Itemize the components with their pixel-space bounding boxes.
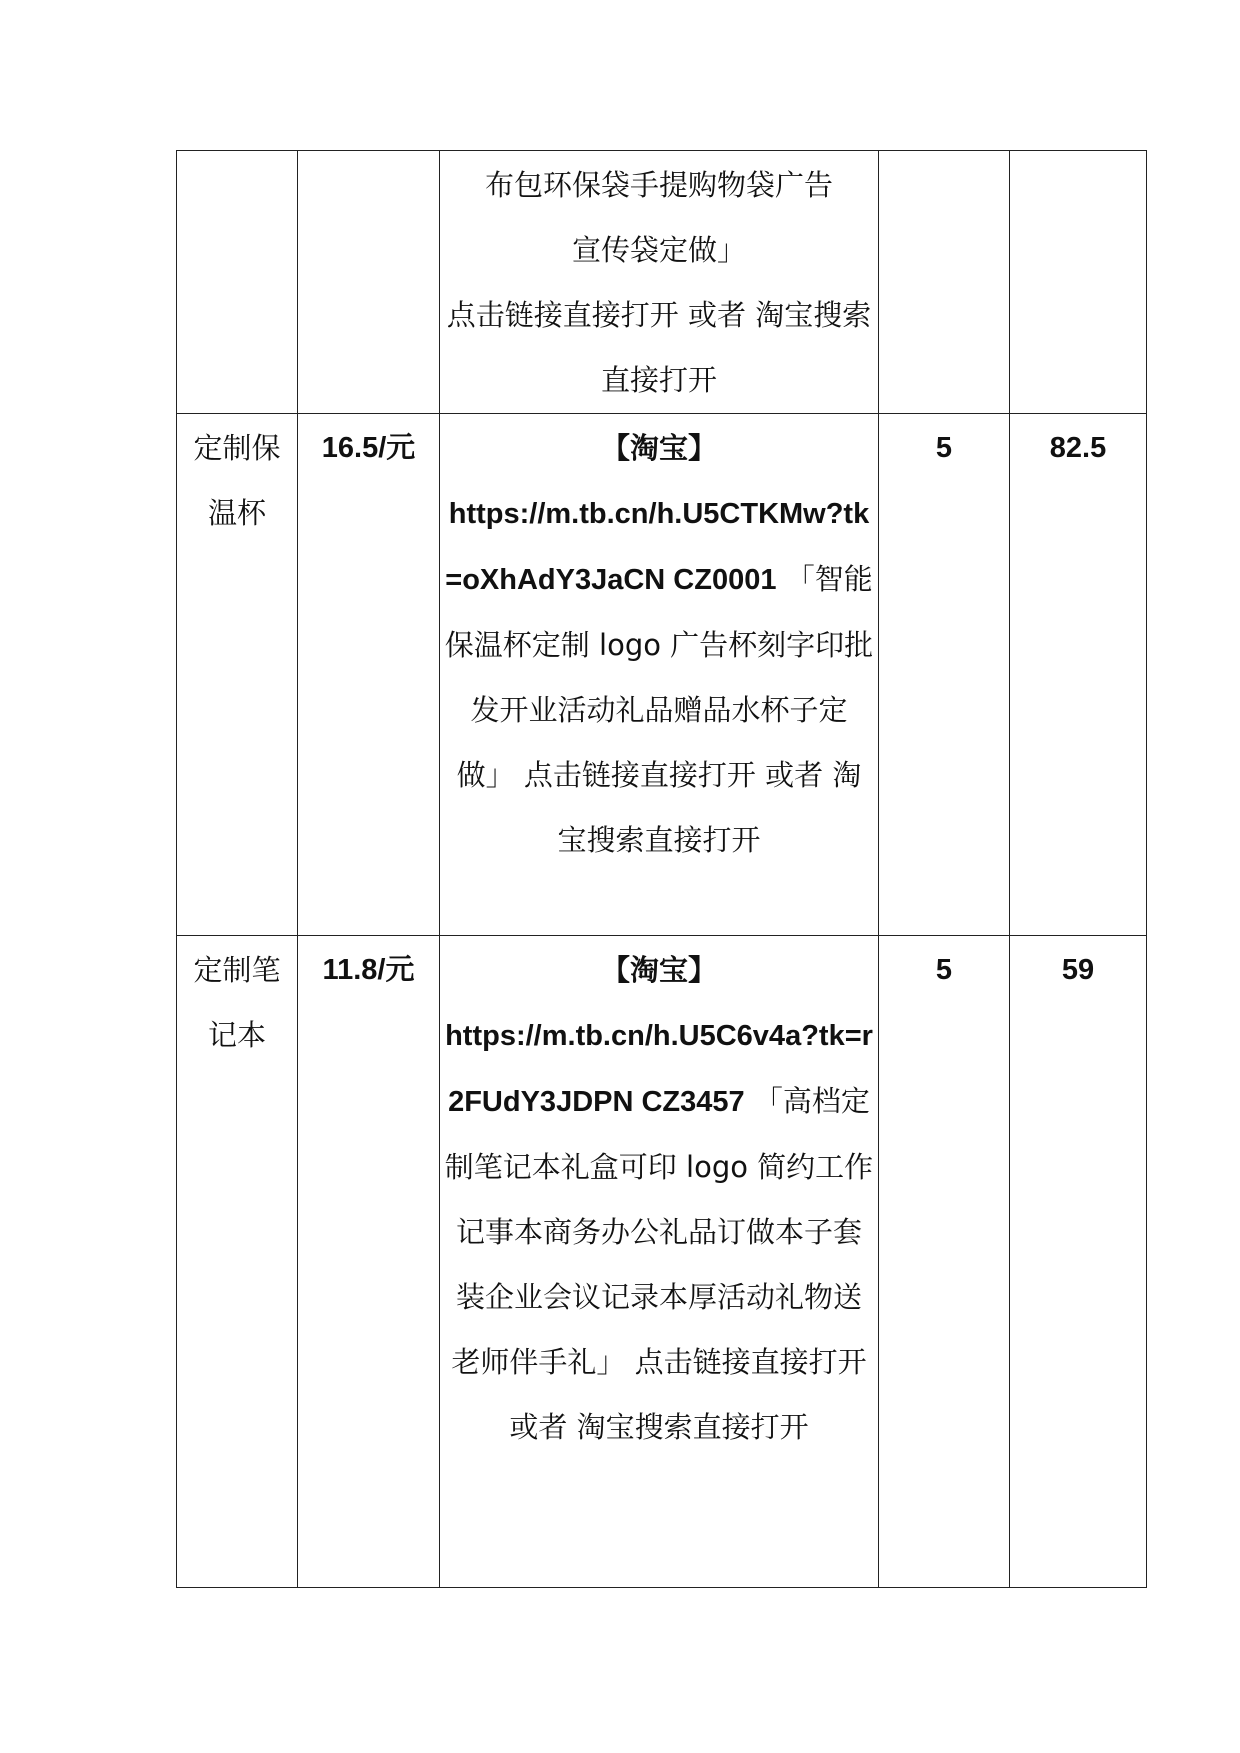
product-title: 「高档定制笔记本礼盒可印 logo 简约工作记事本商务办公礼品订做本子套装企业会议记录本厚活动礼物送老师伴手礼」 <box>444 1084 874 1379</box>
product-description-cell <box>440 151 879 414</box>
total-cell <box>1010 151 1147 414</box>
product-name-cell <box>177 151 298 414</box>
total-cell: 82.5 <box>1010 414 1147 936</box>
product-table <box>176 150 1147 1588</box>
product-name-cell: 定制保温杯 <box>177 414 298 936</box>
quantity-cell <box>879 151 1010 414</box>
total-cell: 59 <box>1010 936 1147 1588</box>
table-row <box>177 151 1147 414</box>
taobao-label: 【淘宝】 <box>600 431 717 465</box>
quantity-cell: 5 <box>879 936 1010 1588</box>
table-row <box>177 936 1147 1588</box>
table-row <box>177 414 1147 936</box>
product-title: 「智能保温杯定制 logo 广告杯刻字印批发开业活动礼品赠品水杯子定做」 <box>444 562 874 792</box>
unit-price-cell: 11.8/元 <box>298 936 440 1588</box>
description-line: 布包环保袋手提购物袋广告 <box>484 168 833 202</box>
open-hint: 点击链接直接打开 或者 淘宝搜索直接打开 <box>509 1345 867 1444</box>
taobao-label: 【淘宝】 <box>600 953 717 987</box>
product-name-cell: 定制笔记本 <box>177 936 298 1588</box>
open-hint: 点击链接直接打开 或者 淘宝搜索直接打开 <box>446 298 872 397</box>
description-line: 宣传袋定做」 <box>571 233 746 267</box>
unit-price-cell: 16.5/元 <box>298 414 440 936</box>
unit-price-cell <box>298 151 440 414</box>
open-hint: 点击链接直接打开 或者 淘宝搜索直接打开 <box>523 758 862 857</box>
product-link[interactable]: https://m.tb.cn/h.U5C6v4a?tk=r2FUdY3JDPN CZ3457 <box>445 1020 873 1118</box>
quantity-cell: 5 <box>879 414 1010 936</box>
product-description-cell <box>440 414 879 936</box>
product-link[interactable]: https://m.tb.cn/h.U5CTKMw?tk=oXhAdY3JaCN CZ0001 <box>445 498 870 596</box>
product-description-cell <box>440 936 879 1588</box>
